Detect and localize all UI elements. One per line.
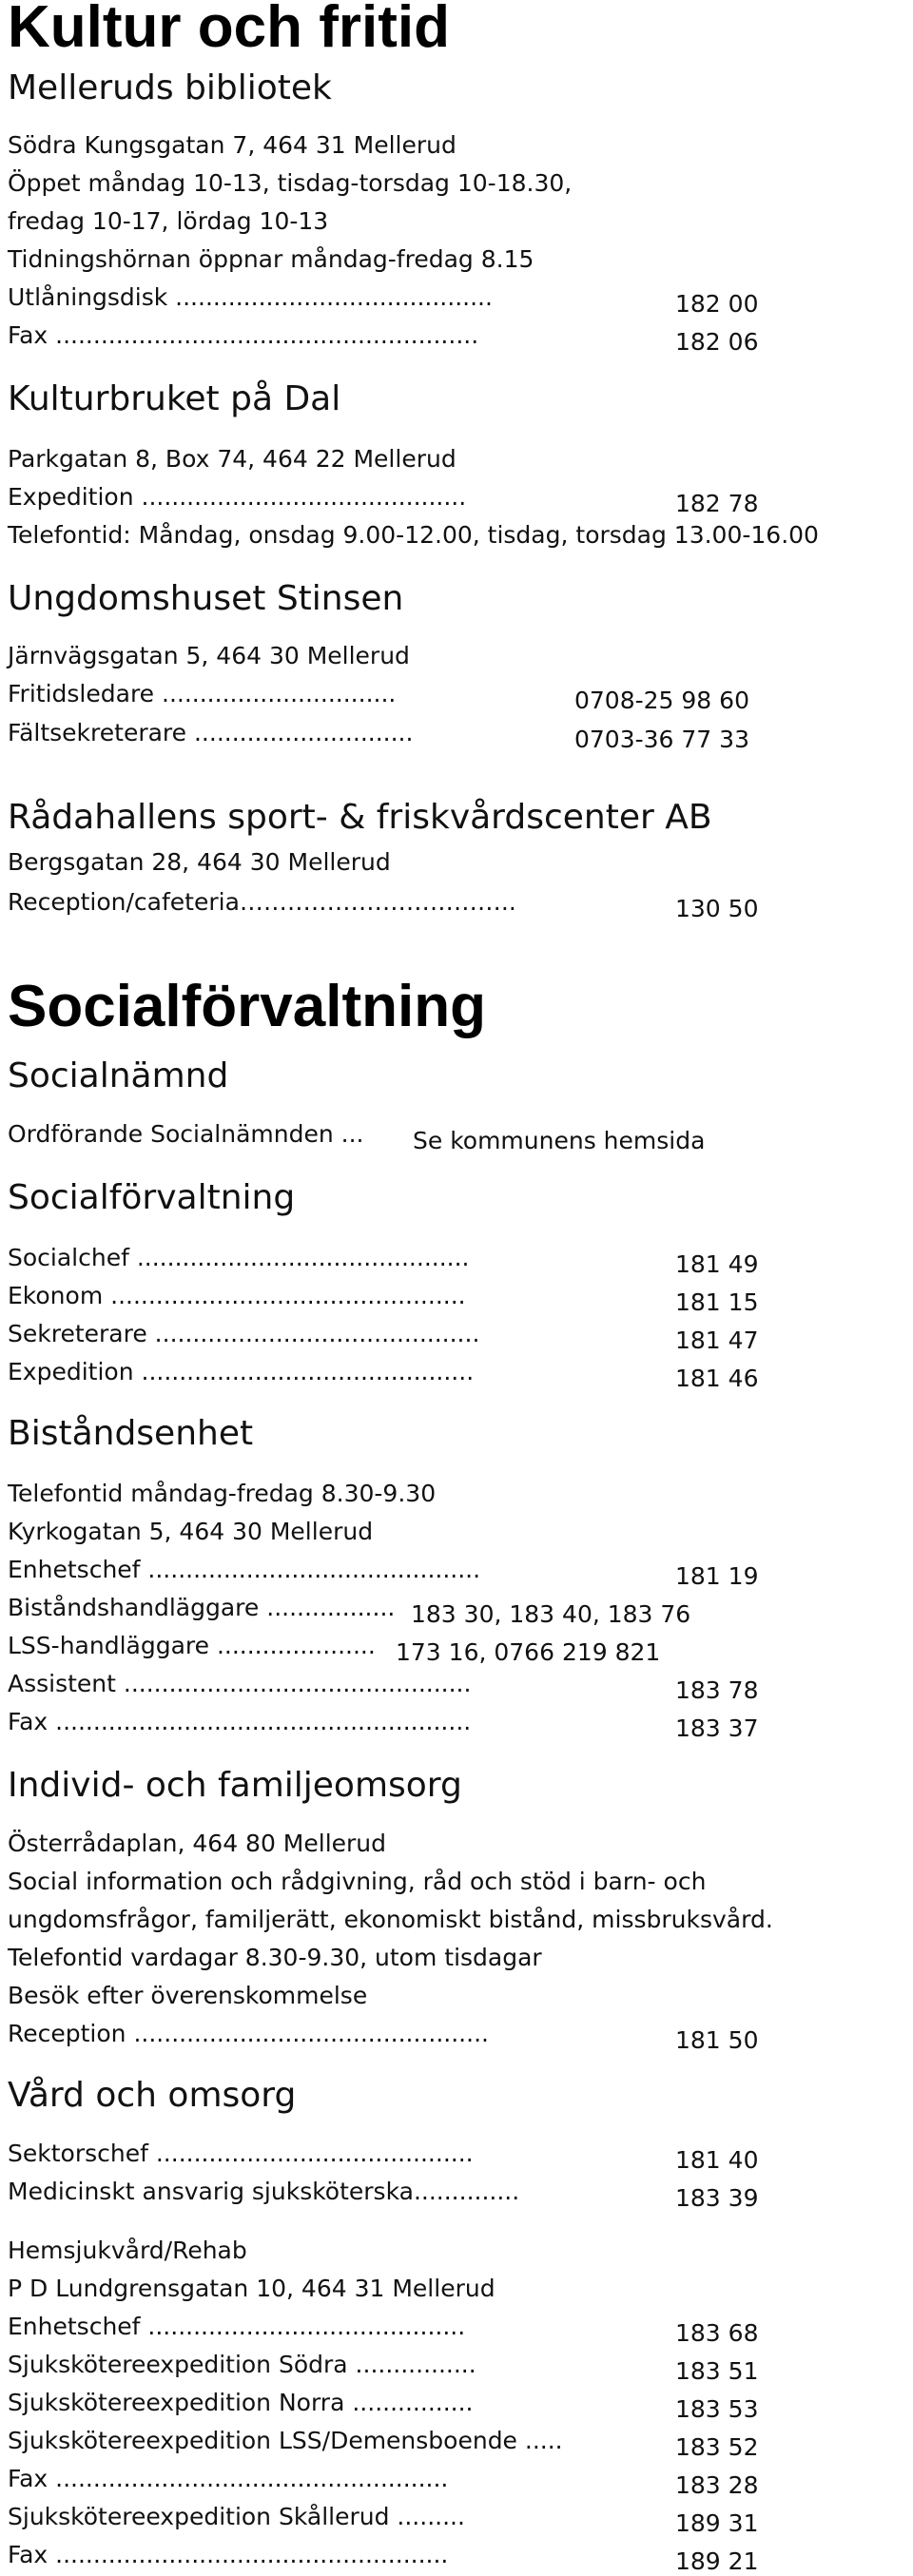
entry-label: Sekreterare ...........................................	[8, 1320, 480, 1347]
entry-number: 181 40	[675, 2146, 759, 2174]
address-radahallen: Bergsgatan 28, 464 30 Mellerud	[8, 848, 391, 876]
entry-label: Sjukskötereexpedition Södra ................	[8, 2351, 476, 2378]
visit-ifo: Besök efter överenskommelse	[8, 1982, 368, 2009]
entry-label: Sektorschef ..........................................	[8, 2140, 474, 2167]
entry-number: 181 15	[675, 1288, 759, 1316]
entry-sekreterare	[8, 1320, 758, 1355]
entry-number: 183 28	[675, 2471, 759, 2499]
section-title-kultur: Kultur och fritid	[8, 0, 450, 60]
entry-label: Socialchef ............................................	[8, 1244, 470, 1271]
entry-label: Utlåningsdisk ..........................................	[8, 283, 493, 311]
hours-bibliotek-2: fredag 10-17, lördag 10-13	[8, 207, 329, 235]
entry-label: Fältsekreterare .............................	[8, 719, 414, 746]
entry-fritidsledare	[8, 680, 749, 715]
entry-label: Ekonom ...............................................	[8, 1282, 466, 1309]
address-kulturbruket: Parkgatan 8, Box 74, 464 22 Mellerud	[8, 445, 456, 473]
entry-label: Sjukskötereexpedition Skållerud .........	[8, 2503, 465, 2530]
entry-ssk-skallerud	[8, 2503, 758, 2538]
entry-assistent	[8, 1670, 758, 1705]
entry-number: 181 19	[675, 1562, 759, 1590]
subheading-hemsjukvard: Hemsjukvård/Rehab	[8, 2237, 247, 2264]
heading-bistandsenhet: Biståndsenhet	[8, 1414, 254, 1453]
entry-number: Se kommunens hemsida	[413, 1127, 706, 1154]
entry-number: 182 78	[675, 490, 759, 517]
entry-fax-bibliotek	[8, 321, 758, 357]
entry-label: Sjukskötereexpedition Norra ................	[8, 2389, 474, 2416]
entry-number: 183 68	[675, 2319, 759, 2347]
entry-label: Fax .......................................................	[8, 1708, 472, 1735]
entry-bistandshandlaggare	[8, 1594, 690, 1629]
address-stinsen: Järnvägsgatan 5, 464 30 Mellerud	[8, 642, 410, 669]
hours-bibliotek-3: Tidningshörnan öppnar måndag-fredag 8.15	[8, 245, 534, 273]
address-bibliotek: Södra Kungsgatan 7, 464 31 Mellerud	[8, 131, 456, 159]
hours-bibliotek-1: Öppet måndag 10-13, tisdag-torsdag 10-18.30,	[8, 169, 573, 197]
hours-bistand: Telefontid måndag-fredag 8.30-9.30	[8, 1480, 437, 1507]
heading-stinsen: Ungdomshuset Stinsen	[8, 579, 404, 618]
heading-ifo: Individ- och familjeomsorg	[8, 1766, 462, 1805]
entry-label: Enhetschef ............................................	[8, 1556, 481, 1583]
entry-number: 181 49	[675, 1250, 759, 1278]
entry-sektorschef	[8, 2140, 758, 2175]
entry-number: 173 16, 0766 219 821	[396, 1638, 661, 1666]
entry-ssk-sodra	[8, 2351, 758, 2386]
entry-number: 183 51	[675, 2357, 759, 2385]
hours-ifo: Telefontid vardagar 8.30-9.30, utom tisdagar	[8, 1944, 542, 1971]
entry-label: Fax ........................................................	[8, 321, 479, 349]
entry-number: 183 37	[675, 1714, 759, 1742]
entry-label: Reception/cafeteria……………………………..	[8, 888, 516, 916]
entry-label: Fax ....................................................	[8, 2465, 449, 2492]
entry-ordforande	[8, 1120, 705, 1155]
entry-number: 183 30, 183 40, 183 76	[411, 1600, 691, 1628]
heading-radahallen: Rådahallens sport- & friskvårdscenter AB	[8, 798, 712, 837]
entry-number: 0708-25 98 60	[574, 687, 749, 714]
entry-ekonom	[8, 1282, 758, 1317]
entry-number: 183 52	[675, 2433, 759, 2461]
entry-fax-hemsjukvard	[8, 2465, 758, 2500]
entry-number: 183 53	[675, 2395, 759, 2423]
entry-label: Reception ...............................................	[8, 2020, 489, 2047]
heading-socialforvaltning: Socialförvaltning	[8, 1178, 296, 1217]
entry-number: 182 06	[675, 328, 759, 356]
heading-kulturbruket: Kulturbruket på Dal	[8, 379, 341, 418]
entry-medicinskt-ansvarig	[8, 2178, 758, 2213]
hours-kulturbruket: Telefontid: Måndag, onsdag 9.00-12.00, tisdag, torsdag 13.00-16.00	[8, 521, 819, 549]
entry-number: 181 50	[675, 2026, 759, 2054]
entry-number: 181 46	[675, 1365, 759, 1392]
entry-number: 189 21	[675, 2547, 759, 2575]
entry-expedition-kulturbruket	[8, 483, 758, 518]
entry-fax-bistand	[8, 1708, 758, 1743]
entry-label: Medicinskt ansvarig sjuksköterska..............	[8, 2178, 520, 2205]
entry-ssk-lss	[8, 2427, 758, 2462]
entry-fax-skallerud	[8, 2541, 758, 2576]
entry-utlaningsdisk	[8, 283, 758, 319]
entry-expedition-social	[8, 1358, 758, 1393]
entry-reception-cafeteria	[8, 888, 758, 923]
address-hemsjukvard: P D Lundgrensgatan 10, 464 31 Mellerud	[8, 2275, 495, 2302]
entry-label: Biståndshandläggare .................	[8, 1594, 396, 1621]
entry-number: 181 47	[675, 1327, 759, 1354]
entry-socialchef	[8, 1244, 758, 1279]
entry-label: Fritidsledare ...............................	[8, 680, 397, 707]
info-ifo-1: Social information och rådgivning, råd och stöd i barn- och	[8, 1868, 707, 1895]
entry-number: 189 31	[675, 2509, 759, 2537]
info-ifo-2: ungdomsfrågor, familjerätt, ekonomiskt bistånd, missbruksvård.	[8, 1906, 773, 1933]
entry-label: Enhetschef ..........................................	[8, 2313, 466, 2340]
entry-number: 130 50	[675, 895, 759, 922]
entry-number: 182 00	[675, 290, 759, 318]
section-title-social: Socialförvaltning	[8, 974, 486, 1039]
entry-label: Expedition ............................................	[8, 1358, 475, 1385]
entry-number: 0703-36 77 33	[574, 726, 749, 753]
entry-label: Sjukskötereexpedition LSS/Demensboende .....	[8, 2427, 563, 2454]
heading-vard: Vård och omsorg	[8, 2076, 297, 2115]
entry-label: LSS-handläggare .....................	[8, 1632, 376, 1659]
address-bistand: Kyrkogatan 5, 464 30 Mellerud	[8, 1518, 374, 1545]
entry-label: Fax ....................................................	[8, 2541, 449, 2568]
entry-number: 183 39	[675, 2184, 759, 2212]
heading-bibliotek: Melleruds bibliotek	[8, 68, 332, 107]
entry-enhetschef-bistand	[8, 1556, 758, 1591]
entry-faltsekreterare	[8, 719, 749, 754]
entry-number: 183 78	[675, 1676, 759, 1704]
heading-socialnamnd: Socialnämnd	[8, 1056, 229, 1095]
entry-label: Expedition ...........................................	[8, 483, 467, 511]
entry-label: Ordförande Socialnämnden ...	[8, 1120, 364, 1148]
entry-reception-ifo	[8, 2020, 758, 2055]
entry-ssk-norra	[8, 2389, 758, 2424]
entry-lss-handlaggare	[8, 1632, 660, 1667]
entry-label: Assistent ..............................................	[8, 1670, 472, 1697]
address-ifo: Österrådaplan, 464 80 Mellerud	[8, 1830, 387, 1857]
entry-enhetschef-hemsjukvard	[8, 2313, 758, 2348]
